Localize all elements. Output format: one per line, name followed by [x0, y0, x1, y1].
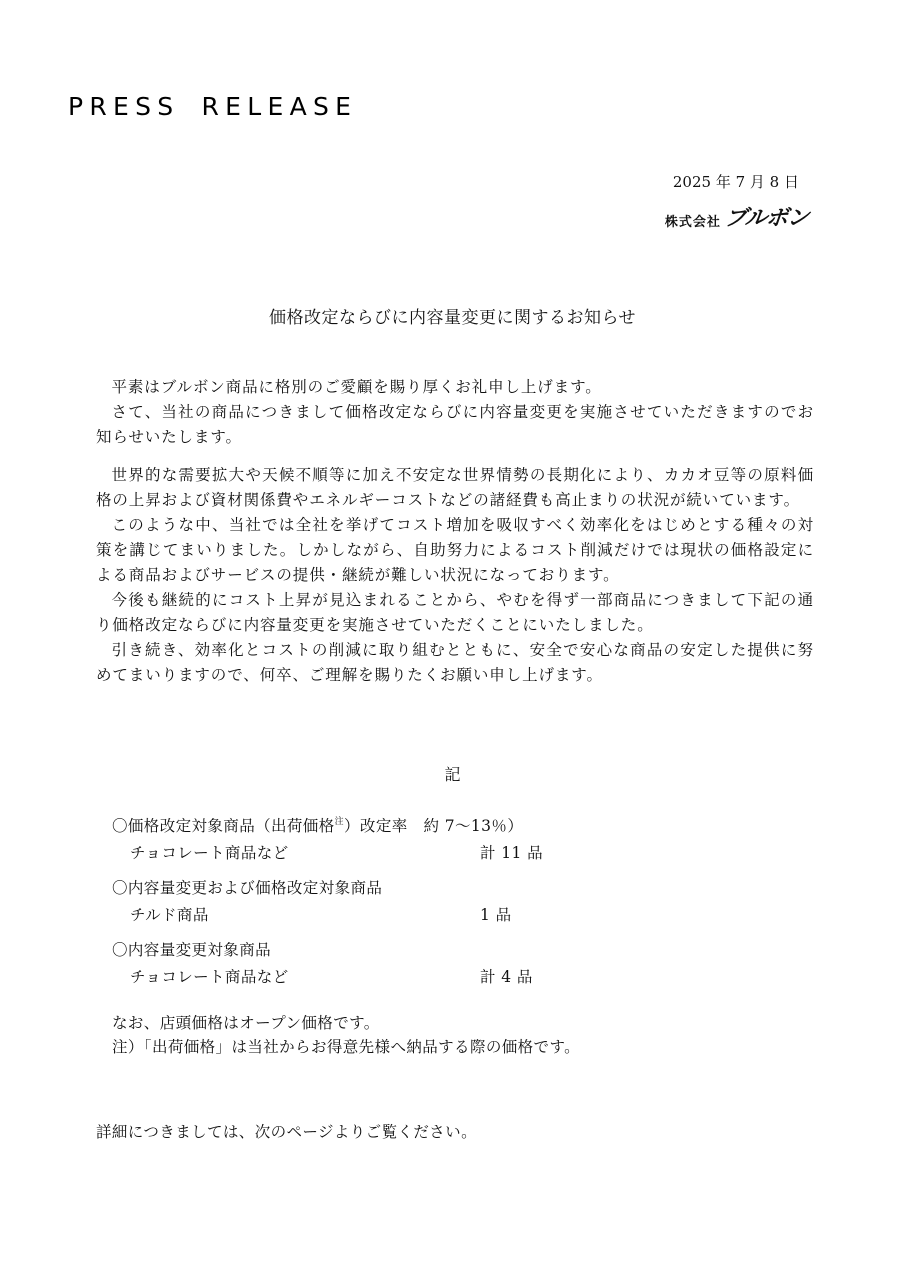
item-category: チョコレート商品など: [130, 844, 289, 862]
body-paragraph: 引き続き、効率化とコストの削減に取り組むとともに、安全で安心な商品の安定した提供に努めてまいりますので、何卒、ご理解を賜りたくお願い申し上げます。: [96, 641, 814, 684]
company-prefix: 株式会社: [664, 215, 721, 230]
release-word: RELEASE: [201, 92, 358, 121]
ki-heading: 記: [444, 765, 461, 784]
item-heading: 〇内容量変更対象商品: [112, 941, 272, 959]
note-line: 注）「出荷価格」は当社からお得意先様へ納品する際の価格です。: [112, 1038, 581, 1056]
company-name: [665, 201, 808, 232]
intro-section: [96, 375, 814, 450]
document-title: 価格改定ならびに内容量変更に関するお知らせ: [269, 308, 636, 328]
item-heading-text: 〇価格改定対象商品（出荷価格: [112, 817, 335, 835]
body-paragraph: このような中、当社では全社を挙げてコスト増加を吸収すべく効率化をはじめとする種々の対策を講じてまいりました。しかしながら、自助努力によるコスト削減だけでは現状の価格設定による商品およびサービスの提供・継続が難しい状況になっております。: [96, 516, 814, 584]
body-paragraph: 今後も継続的にコスト上昇が見込まれることから、やむを得ず一部商品につきまして下記の通り価格改定ならびに内容量変更を実施させていただくことにいたしました。: [96, 591, 814, 634]
press-release-heading: [68, 92, 357, 121]
note-superscript: 注: [334, 817, 345, 827]
release-date: 2025 年 7 月 8 日: [672, 173, 799, 191]
item-heading: [112, 814, 523, 836]
bourbon-logo: ブルボン: [723, 206, 810, 231]
intro-paragraph: 平素はブルボン商品に格別のご愛顧を賜り厚くお礼申し上げます。: [111, 378, 602, 396]
note-line: なお、店頭価格はオープン価格です。: [112, 1014, 380, 1032]
body-paragraph: 世界的な需要拡大や天候不順等に加え不安定な世界情勢の長期化により、カカオ豆等の原料価格の上昇および資材関係費やエネルギーコストなどの諸経費も高止まりの状況が続いています。: [96, 466, 814, 509]
item-heading: 〇内容量変更および価格改定対象商品: [112, 879, 383, 897]
item-category: チョコレート商品など: [130, 968, 289, 986]
item-heading-rate: ）改定率 約 7〜13％）: [344, 817, 524, 835]
body-section: [96, 463, 814, 688]
press-word: PRESS: [68, 92, 180, 121]
item-category: チルド商品: [130, 906, 209, 924]
item-count: 計 4 品: [480, 968, 533, 986]
item-count: 1 品: [480, 906, 512, 924]
item-count: 計 11 品: [480, 844, 543, 862]
detail-note: 詳細につきましては、次のページよりご覧ください。: [96, 1123, 477, 1141]
intro-paragraph: さて、当社の商品につきまして価格改定ならびに内容量変更を実施させていただきますのでお知らせいたします。: [96, 403, 814, 446]
notes-section: [112, 1011, 580, 1059]
